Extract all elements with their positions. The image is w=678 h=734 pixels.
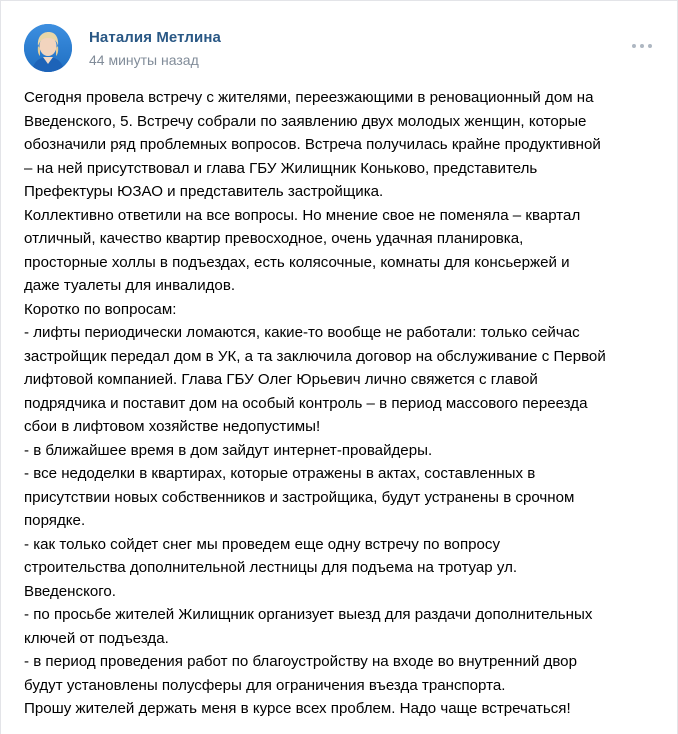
post-text-line: застройщик передал дом в УК, а та заключила договор на обслуживание с Первой (24, 347, 606, 365)
post-text-line: Коллективно ответили на все вопросы. Но мнение свое не поменяла – квартал (24, 206, 581, 224)
post-text-line: ключей от подъезда. (24, 629, 169, 647)
post-text-line: подрядчика и поставит дом на особый контроль – в период массового переезда (24, 394, 588, 412)
post-text-line: – на ней присутствовал и глава ГБУ Жилищник Коньково, представитель (24, 159, 538, 177)
avatar[interactable] (24, 24, 72, 72)
post-text-line: Сегодня провела встречу с жителями, переезжающими в реновационный дом на (24, 89, 594, 106)
post-text-line: просторные холлы в подъездах, есть колясочные, комнаты для консьержей и (24, 253, 570, 271)
post-text-line: Префектуры ЮЗАО и представитель застройщика. (24, 183, 384, 200)
author-name[interactable]: Наталия Метлина (89, 29, 221, 46)
post-text-line: - как только сойдет снег мы проведем еще одну встречу по вопросу (24, 535, 501, 553)
post-text-line: Коротко по вопросам: (24, 300, 177, 318)
post-text-line: - в период проведения работ по благоустройству на входе во внутренний двор (24, 653, 577, 670)
post-text-line: отличный, качество квартир превосходное, очень удачная планировка, (24, 230, 524, 247)
post-text-line: - лифты периодически ломаются, какие-то вообще не работали: только сейчас (24, 324, 580, 341)
more-dot (648, 44, 652, 48)
post-text-line: Введенского, 5. Встречу собрали по заявлению двух молодых женщин, которые (24, 112, 587, 130)
post-text-line: строительства дополнительной лестницы для подъема на тротуар ул. (24, 559, 518, 576)
post-text-line: обозначили ряд проблемных вопросов. Встреча получилась крайне продуктивной (24, 136, 601, 153)
more-dot (640, 44, 644, 48)
post-text (24, 86, 664, 721)
post-timestamp[interactable]: 44 минуты назад (89, 52, 199, 68)
more-dot (632, 44, 636, 48)
post-text-line: присутствии новых собственников и застройщика, будут устранены в срочном (24, 488, 575, 506)
post-text-line: - все недоделки в квартирах, которые отражены в актах, составленных в (24, 465, 536, 482)
post-text-line: будут установлены полусферы для ограничения въезда транспорта. (24, 676, 506, 694)
more-horizontal-icon[interactable] (632, 39, 656, 53)
post-text-line: порядке. (24, 512, 86, 529)
post-text-line: даже туалеты для инвалидов. (24, 277, 236, 294)
author-avatar-photo (24, 24, 72, 72)
post-text-line: - по просьбе жителей Жилищник организует выезд для раздачи дополнительных (24, 606, 593, 623)
post-text-line: - в ближайшее время в дом зайдут интернет-провайдеры. (24, 441, 433, 459)
post-text-line: сбои в лифтовом хозяйстве недопустимы! (24, 418, 321, 435)
post-text-line: лифтовой компанией. Глава ГБУ Олег Юрьевич лично свяжется с главой (24, 371, 538, 388)
post-text-line: Прошу жителей держать меня в курсе всех проблем. Надо чаще встречаться! (24, 700, 571, 717)
post-text-line: Введенского. (24, 582, 116, 600)
post-header (24, 21, 664, 73)
